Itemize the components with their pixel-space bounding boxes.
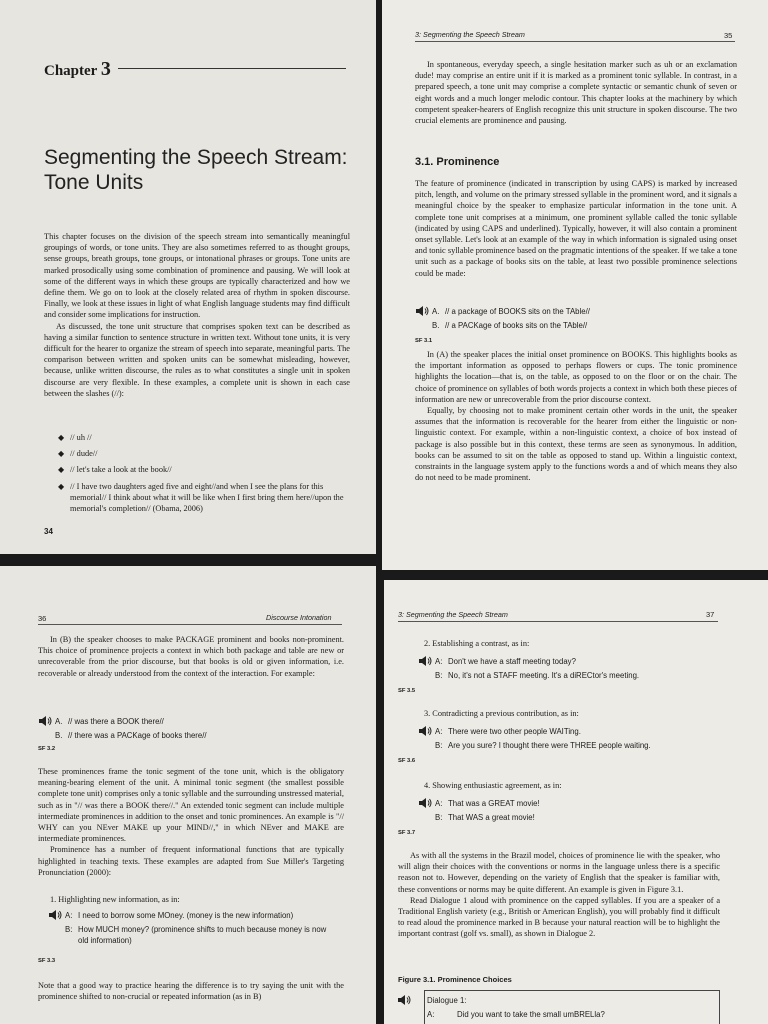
page-34-body: [44, 231, 350, 399]
example-line-b: B: No, it's not a STAFF meeting. It's a diRECtor's meeting.: [435, 671, 640, 680]
paragraph: Prominence has a number of frequent informational functions that are typically highlighted in teaching texts. These examples are adapted from Sue Miller's Targeting Pronunciation (2000):: [38, 845, 344, 877]
paragraph: As discussed, the tone unit structure that comprises spoken text can be described as having a similar function to sentence structure in written text. Without tone units, it is very difficult for the hearer to organize the stream of speech into separate, meaningful parts. The comparison between written and spoken units can be somewhat misleading, however, because, unlike written discourse, the rules as to what constitutes a single unit in spoken discourse are very flexible. In these examples, a complete unit is shown in each case between the slashes (//):: [44, 321, 350, 398]
book-page-36: [0, 566, 376, 1024]
example-line-b: B. // a PACKage of books sits on the TAble//: [432, 321, 588, 330]
paragraph: These prominences frame the tonic segment of the tone unit, which is the obligatory meaning-bearing element of the unit. A minimal tonic segment (the smallest possible complete tone unit) comprises only a tonic syllable and the surrounding unstressed material, such as in "// was there a BOOK there//." An extended tonic segment can include multiple intermediate prominences in addition to the onset and tonic prominences. An example is "// WHY can you NEver MAKE up your MIND//," in which NEver and MAKE are intermediate prominences.: [38, 767, 344, 844]
sound-file-label: SF 3.7: [398, 830, 416, 836]
page-36-body: [38, 766, 344, 878]
sound-file-label: SF 3.6: [398, 758, 416, 764]
paragraph: In (B) the speaker chooses to make PACKAGE prominent and books non-prominent. This choice of prominence projects a context in which both package and table are new or unrecoverable from the prior discourse, but that books is old or given information, i.e. recoverable or already understood from the context of the interaction. For example:: [38, 635, 344, 678]
dialogue-line-a: A: Did you want to take the small umBRELla?: [427, 1010, 605, 1019]
book-page-37: [384, 580, 768, 1024]
page-number: 35: [724, 31, 733, 40]
paragraph: Read Dialogue 1 aloud with prominence on the capped syllables. If you are a speaker of a Traditional English variety (e.g., British or American English), you will probably find it difficult to read aloud the prominence marked in B because your natural reaction will be to highlight the important contrast (golf vs. small), as shown in Dialogue 2.: [398, 895, 720, 939]
bullet-item: ◆ // let's take a look at the book//: [58, 465, 172, 475]
running-head-rule: [415, 41, 735, 42]
paragraph: Equally, by choosing not to make prominent certain other words in the unit, the speaker assumes that the information is recoverable for the hearer from either the linguistic or non-linguistic context. For example, within a non-linguistic context, a choice of box instead of package is also possible but in this context, these terms are seen as synonymous. In addition, books can be assumed to sit on the table as opposed to stand up. Within a linguistic context, constraints in the language system apply to the functions words a and of which means they also do not need to be made prominent.: [415, 406, 737, 483]
running-head: 3: Segmenting the Speech Stream: [415, 30, 525, 39]
paragraph: The feature of prominence (indicated in transcription by using CAPS) is marked by increased pitch, length, and volume on the primary stressed syllable in the prominent word, and it signals a meaningful choice by the speaker to emphasize particular information in the tone unit. A complete tone unit comprises at a minimum, one prominent syllable called the tonic syllable (indicated by using CAPS and underlined). Typically, however, it will also contain a prominent onset syllable. Let's look at an example of the way in which information is signaled using onset and tonic syllable prominence based on the pragmatic intentions of the speaker. If we take a tone unit such as a package of books sits on the table, at least two possible prominence selections could be made:: [415, 179, 737, 278]
page-35-discussion: [415, 349, 737, 483]
page-number: 37: [706, 610, 715, 619]
chapter-rule: [118, 68, 346, 69]
example-bullet-list: [58, 432, 348, 519]
page-36-intro: [38, 634, 344, 679]
running-head: 3: Segmenting the Speech Stream: [398, 610, 508, 619]
chapter-label: [44, 58, 111, 81]
speaker-audio-icon[interactable]: [397, 994, 411, 1006]
page-37-body: [398, 850, 720, 940]
bullet-item: ◆ // uh //: [58, 433, 92, 442]
numbered-item: 2. Establishing a contrast, as in:: [424, 639, 530, 648]
example-line-b: B: How MUCH money? (prominence shifts to much because money is now old information): [65, 925, 327, 945]
dialogue-heading: Dialogue 1:: [397, 995, 697, 1009]
example-line-b: B: Are you sure? I thought there were THREE people waiting.: [435, 741, 651, 750]
running-head-rule: [38, 624, 342, 625]
sound-file-label: SF 3.1: [415, 338, 433, 344]
figure-3-1-box: [424, 990, 720, 1024]
paragraph: As with all the systems in the Brazil model, choices of prominence lie with the speaker, who will align their choices with the conventions or norms in the language unless there is a specific reason not to. However, depending on the variety of English that the speaker is familiar with, these conventions or norms may be quite different. An example is given in Figure 3.1.: [398, 851, 720, 894]
bullet-icon: ◆: [58, 481, 65, 491]
example-line-a: A: There were two other people WAITing.: [418, 726, 718, 740]
figure-caption: Figure 3.1. Prominence Choices: [398, 975, 512, 984]
bullet-icon: ◆: [58, 433, 65, 442]
chapter-word: Chapter: [44, 63, 98, 79]
paragraph: Note that a good way to practice hearing the difference is to try saying the unit with the prominence shifted to non-crucial or repeated information (as in B): [38, 981, 344, 1002]
example-sf-3-5: [418, 656, 718, 684]
paragraph: In (A) the speaker places the initial onset prominence on BOOKS. This highlights books as the important information as opposed to perhaps flowers or cups. The tonic prominence highlights the location—that is, on the table, as opposed to on the floor or on the chair. The choice of prominence on syllables of both words projects a context in which both these pieces of information are new or unrecoverable from the prior discourse context.: [415, 350, 737, 404]
example-line-b: B. // there was a PACKage of books there//: [55, 731, 207, 740]
example-sf-3-1: [415, 306, 735, 334]
paragraph: In spontaneous, everyday speech, a single hesitation marker such as uh or an exclamation dude! may comprise an entire unit if it is marked as a prominent tonic syllable. In contrast, in a prepared speech, a tone unit may comprise a complete syntactic or semantic chunk of seven or eight words and a much longer melodic contour. This chapter looks at the machinery by which competent speaker-hearers of English recognize this unit structure in spoken discourse. The two crucial elements are prominence and pausing.: [415, 60, 737, 126]
speaker-audio-icon[interactable]: [415, 305, 429, 317]
example-line-a: A. // was there a BOOK there//: [38, 716, 338, 730]
page-number: 36: [38, 614, 47, 623]
chapter-title-line-1: Segmenting the Speech Stream:: [44, 146, 348, 169]
bullet-icon: ◆: [58, 449, 65, 459]
speaker-audio-icon[interactable]: [38, 715, 52, 727]
page-35-intro: [415, 59, 737, 126]
bullet-item: ◆ // dude//: [58, 449, 98, 459]
example-line-a: A: I need to borrow some MOney. (money is the new information): [48, 910, 338, 924]
speaker-audio-icon[interactable]: [418, 797, 432, 809]
sound-file-label: SF 3.3: [38, 958, 56, 964]
page-36-footer-text: [38, 980, 344, 1002]
section-heading: 3.1. Prominence: [415, 156, 500, 168]
sound-file-label: SF 3.5: [398, 688, 416, 694]
running-head-rule: [398, 621, 718, 622]
running-head: Discourse Intonation: [266, 613, 332, 622]
speaker-audio-icon[interactable]: [48, 909, 62, 921]
paragraph: This chapter focuses on the division of the speech stream into semantically meaningful groupings of words, or tone units. They are also sometimes referred to as thought groups, sense groups, breath groups, tone groups, or intonational phrases or groups. Tone units are marked prosodically using some combination of prominence and pausing. We will look at some of the different ways in which these groups are typically characterized and how we define them. We go on to look at the closely related area of rhythm in spoken discourse. Finally, we look at these issues in light of what English language students may find difficult and consider some implications for instruction.: [44, 232, 350, 320]
chapter-title-line-2: Tone Units: [44, 171, 144, 194]
speaker-audio-icon[interactable]: [418, 725, 432, 737]
page-35-section-body: [415, 178, 737, 279]
example-sf-3-7: [418, 798, 718, 826]
example-line-a: A. // a package of BOOKS sits on the TAble//: [415, 306, 735, 320]
example-sf-3-3: [48, 910, 338, 948]
bullet-icon: ◆: [58, 465, 65, 475]
example-sf-3-2: [38, 716, 338, 744]
book-page-35: [382, 0, 768, 570]
sound-file-label: SF 3.2: [38, 746, 56, 752]
numbered-item: 4. Showing enthusiastic agreement, as in:: [424, 781, 562, 790]
example-line-a: A: That was a GREAT movie!: [418, 798, 718, 812]
chapter-title: [44, 145, 364, 195]
speaker-audio-icon[interactable]: [418, 655, 432, 667]
page-number: 34: [44, 527, 53, 536]
example-line-b: B: That WAS a great movie!: [435, 813, 535, 822]
numbered-item: 1. Highlighting new information, as in:: [50, 895, 180, 904]
example-line-a: A: Don't we have a staff meeting today?: [418, 656, 718, 670]
bullet-item: ◆ // I have two daughters aged five and eight//and when I see the plans for this memorial// I think about what it will be like when I first bring them here//upon the memorial's completion// (Obama, 2006): [58, 481, 344, 514]
figure-dialogue: [397, 995, 697, 1023]
numbered-item: 3. Contradicting a previous contribution, as in:: [424, 709, 579, 718]
chapter-number: 3: [100, 58, 111, 80]
book-page-34: [0, 0, 376, 554]
example-sf-3-6: [418, 726, 718, 754]
